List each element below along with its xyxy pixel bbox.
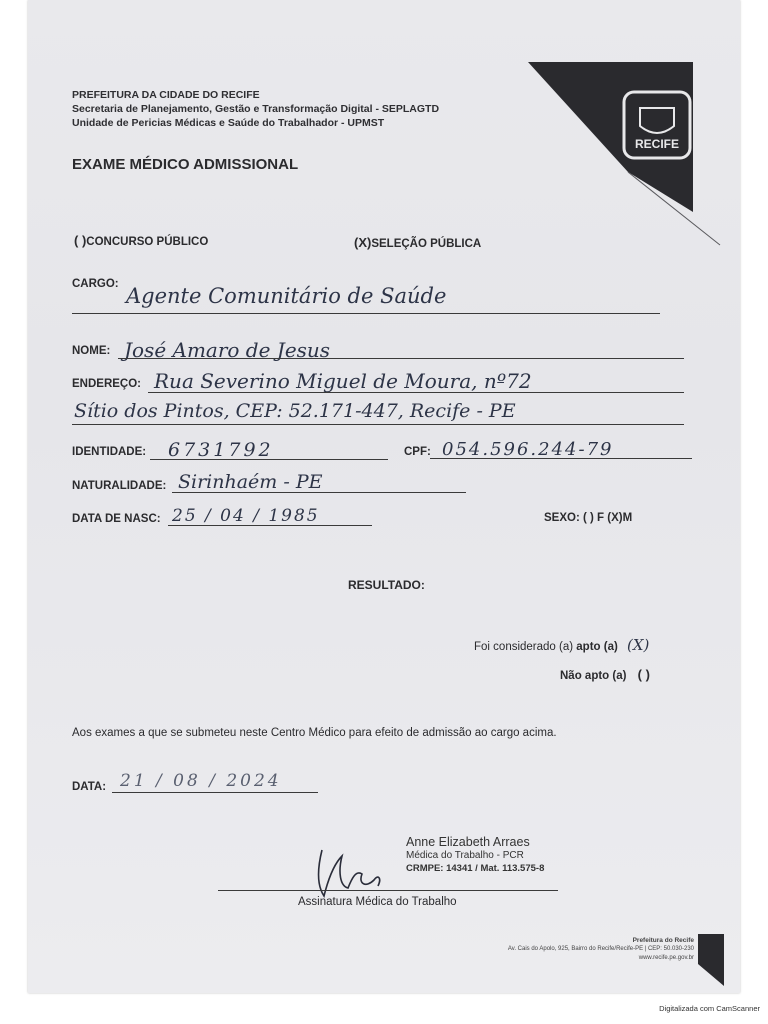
data-value: 21 / 08 / 2024	[120, 771, 282, 791]
nao-apto-line	[560, 667, 650, 682]
selecao-checkbox: (X)	[354, 235, 372, 250]
naturalidade-label: NATURALIDADE:	[72, 480, 167, 492]
logo-text: RECIFE	[634, 137, 680, 151]
identidade-label: IDENTIDADE:	[72, 446, 147, 458]
nome-label: NOME:	[72, 345, 111, 357]
footer-block	[430, 936, 694, 963]
header-block	[72, 88, 439, 130]
data-nasc-value: 25 / 04 / 1985	[172, 506, 320, 526]
apto-bold: apto (a)	[576, 641, 618, 653]
endereco-value-line2: Sítio dos Pintos, CEP: 52.171-447, Recife - PE	[74, 400, 516, 422]
nao-apto-mark: ( )	[637, 667, 650, 682]
footer-site: www.recife.pe.gov.br	[638, 955, 694, 961]
footer-logo-mark	[698, 934, 728, 986]
apto-text: Foi considerado (a)	[474, 641, 574, 653]
camscanner-note: Digitalizada com CamScanner	[659, 1004, 760, 1013]
endereco-value-line1: Rua Severino Miguel de Moura, nº72	[154, 369, 532, 393]
cargo-value: Agente Comunitário de Saúde	[126, 284, 447, 308]
endereco-label: ENDEREÇO:	[72, 378, 142, 390]
doctor-stamp	[406, 836, 544, 875]
admission-statement: Aos exames a que se submeteu neste Centro Médico para efeito de admissão ao cargo acima.	[72, 727, 557, 739]
sexo-field: SEXO: ( ) F (X)M	[544, 512, 633, 524]
selecao-publica-option	[354, 235, 481, 250]
data-label: DATA:	[72, 781, 107, 793]
concurso-label: CONCURSO PÚBLICO	[86, 236, 209, 248]
recife-logo-corner	[528, 62, 728, 252]
concurso-publico-option	[74, 233, 208, 248]
header-secretaria: Secretaria de Planejamento, Gestão e Transformação Digital - SEPLAGTD	[72, 103, 440, 115]
cpf-value: 054.596.244-79	[442, 439, 614, 460]
nao-apto-label: Não apto (a)	[560, 670, 627, 682]
header-prefeitura: PREFEITURA DA CIDADE DO RECIFE	[72, 89, 260, 101]
naturalidade-value: Sirinhaém - PE	[178, 471, 323, 493]
stamp-crm: CRMPE: 14341 / Mat. 113.575-8	[406, 863, 545, 874]
stamp-name: Anne Elizabeth Arraes	[406, 835, 530, 849]
data-nasc-label: DATA DE NASC:	[72, 513, 161, 525]
footer-org: Prefeitura do Recife	[632, 937, 694, 944]
nome-value: José Amaro de Jesus	[124, 338, 331, 362]
signature-label: Assinatura Médica do Trabalho	[298, 896, 457, 908]
document-page	[28, 0, 740, 993]
page-title: EXAME MÉDICO ADMISSIONAL	[72, 156, 299, 173]
doctor-signature	[308, 844, 398, 900]
resultado-label: RESULTADO:	[348, 578, 425, 592]
identidade-value: 6731792	[168, 439, 274, 461]
apto-mark: (X)	[627, 636, 650, 654]
stamp-role: Médica do Trabalho - PCR	[406, 850, 524, 861]
concurso-checkbox: ( )	[74, 233, 87, 248]
header-unidade: Unidade de Pericias Médicas e Saúde do Trabalhador - UPMST	[72, 117, 385, 129]
apto-line	[474, 636, 649, 654]
cargo-label: CARGO:	[72, 278, 119, 290]
cpf-label: CPF:	[404, 446, 431, 458]
selecao-label: SELEÇÃO PÚBLICA	[371, 238, 482, 250]
footer-address: Av. Cais do Apolo, 925, Bairro do Recife/Recife-PE | CEP: 50.030-230	[507, 946, 694, 952]
